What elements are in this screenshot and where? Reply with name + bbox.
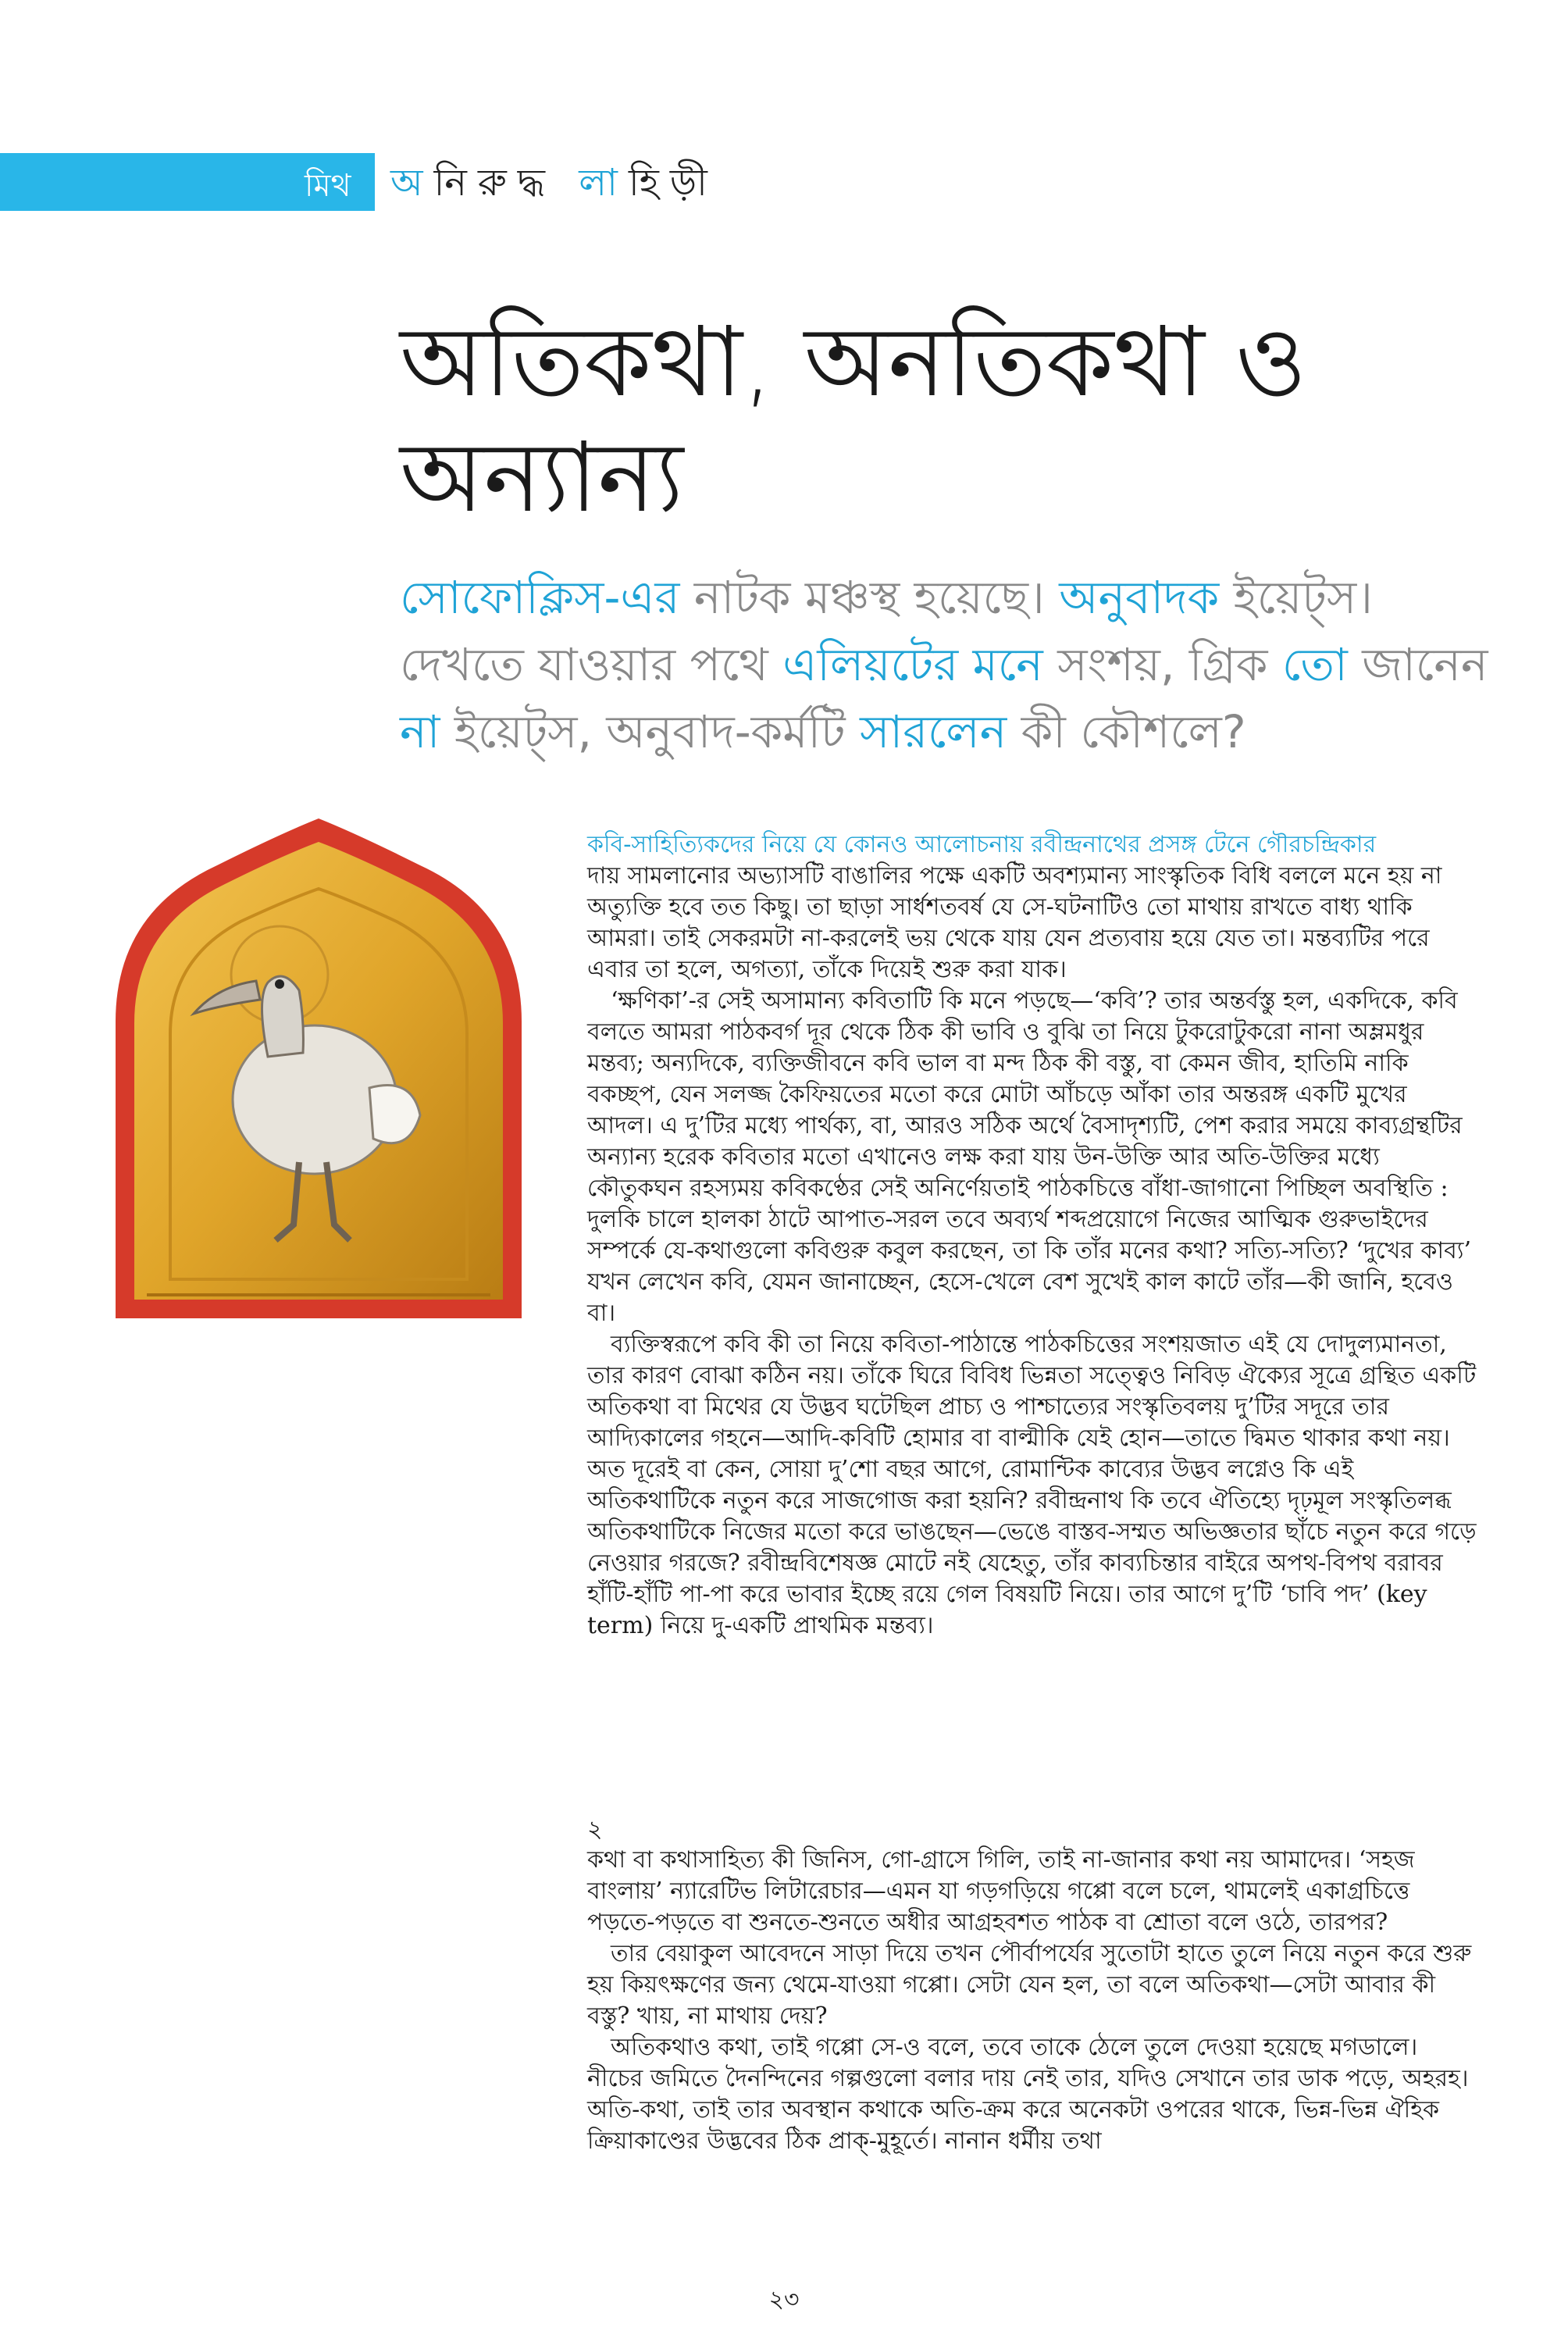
deck-segment: কী কৌশলে? bbox=[1007, 705, 1246, 758]
body-paragraph: অতিকথাও কথা, তাই গপ্পো সে-ও বলে, তবে তাকে ঠেলে তুলে দেওয়া হয়েছে মগডালে। নীচের জমিতে দৈনন্দিনের গল্পগুলো বলার দায় নেই তার, যদিও সেখানে তার ডাক পড়ে, অহরহ। অতি-কথা, তাই তার অবস্থান কথাকে অতি-ক্রম করে অনেকটা ওপরের থাকে, ভিন্ন-ভিন্ন ঐহিক ক্রিয়াকাণ্ডের উদ্ভবের ঠিক প্রাক্‌-মুহূর্তে। নানান ধর্মীয় তথা bbox=[587, 2034, 1469, 2155]
deck-segment: তো bbox=[1281, 638, 1348, 691]
deck-segment: সারলেন bbox=[860, 705, 1007, 758]
deck-segment: সোফোক্লিস-এর bbox=[400, 571, 680, 624]
body-paragraph: ‘ক্ষণিকা’-র সেই অসামান্য কবিতাটি কি মনে পড়ছে—‘কবি’? তার অন্তর্বস্তু হল, একদিকে, কবি বলতে আমরা পাঠকবর্গ দূর থেকে ঠিক কী ভাবি ও বুঝি তা নিয়ে টুকরোটুকরো নানা অম্লমধুর মন্তব্য; অন্যদিকে, ব্যক্তিজীবনে কবি ভাল বা মন্দ ঠিক কী বস্তু, বা কেমন জীব, হাতিমি নাকি বকচ্ছপ, যেন সলজ্জ কৈফিয়তের মতো করে মোটা আঁচড়ে আঁকা তার অন্তরঙ্গ একটি মুখের আদল। এ দু’টির মধ্যে পার্থক্য, বা, আরও সঠিক অর্থে বৈসাদৃশ্যটি, পেশ করার সময়ে কাব্যগ্রন্থটির অন্যান্য হরেক কবিতার মতো এখানেও লক্ষ করা যায় উন-উক্তি আর অতি-উক্তির মধ্যে কৌতুকঘন রহস্যময় কবিকণ্ঠের সেই অনির্ণেয়তাই পাঠকচিত্তে বাঁধা-জাগানো পিচ্ছিল অবস্থিতি : দুলকি চালে হালকা ঠাটে আপাত-সরল তবে অব্যর্থ শব্দপ্রয়োগে নিজের আত্মিক গুরুভাইদের সম্পর্কে যে-কথাগুলো কবিগুরু কবুল করছেন, তা কি তাঁর মনের কথা? সত্যি-সত্যি? ‘দুখের কাব্য’ যখন লেখেন কবি, যেমন জানাচ্ছেন, হেসে-খেলে বেশ সুখেই কাল কাটে তাঁর—কী জানি, হবেও বা। bbox=[587, 987, 1471, 1327]
body-paragraph: দায় সামলানোর অভ্যাসটি বাঙালির পক্ষে একটি অবশ্যমান্য সাংস্কৃতিক বিধি বললে মনে হয় না অত্যুক্তি হবে তত কিছু। তা ছাড়া সার্ধশতবর্ষ যে সে-ঘটনাটিও তো মাথায় রাখতে বাধ্য থাকি আমরা। তাই সেকরমটা না-করলেই ভয় থেকে যায় যেন প্রত্যবায় হয়ে যেত তা। মন্তব্যটির পরে এবার তা হলে, অগত্যা, তাঁকে দিয়েই শুরু করা যাক। bbox=[587, 862, 1442, 983]
section-number: ২ bbox=[587, 1816, 603, 1843]
deck-segment: নাটক মঞ্চস্থ হয়েছে। bbox=[679, 571, 1060, 624]
body-column bbox=[587, 829, 1477, 1642]
body-paragraph: তার বেয়াকুল আবেদনে সাড়া দিয়ে তখন পৌর্বাপর্যের সুতোটা হাতে তুলে নিয়ে নতুন করে শুরু হয় কিয়ৎক্ষণের জন্য থেমে-যাওয়া গপ্পো। সেটা যেন হল, তা বলে অতিকথা—সেটা আবার কী বস্তু? খায়, না মাথায় দেয়? bbox=[587, 1940, 1472, 2030]
article-title: অতিকথা, অনতিকথা ও অন্যান্য bbox=[400, 306, 1307, 534]
author-byline bbox=[390, 155, 718, 216]
author-first-rest: নিরুদ্ধ bbox=[433, 161, 556, 205]
body-lead-line: কবি-সাহিত্যিকদের নিয়ে যে কোনও আলোচনায় রবীন্দ্রনাথের প্রসঙ্গ টেনে গৌরচন্দ্রিকার bbox=[587, 831, 1377, 858]
dodo-icon-illustration bbox=[100, 818, 537, 1334]
deck-segment: সংশয়, গ্রিক bbox=[1042, 638, 1282, 691]
author-last-rest: হিড়ী bbox=[628, 161, 718, 205]
deck-segment: ইয়েট্‌স, অনুবাদ-কর্মটি bbox=[440, 705, 861, 758]
deck-segment: অনুবাদক bbox=[1059, 571, 1220, 624]
deck-segment: জানেন bbox=[1347, 638, 1488, 691]
section-2-column bbox=[587, 1845, 1477, 2157]
deck-segment: না bbox=[400, 705, 440, 758]
section-label: মিথ bbox=[305, 168, 351, 204]
page-number: ২৩ bbox=[768, 2286, 800, 2313]
dodo-painting-icon bbox=[100, 818, 537, 1334]
body-paragraph: ব্যক্তিস্বরূপে কবি কী তা নিয়ে কবিতা-পাঠান্তে পাঠকচিত্তের সংশয়জাত এই যে দোদুল্যমানতা, তার কারণ বোঝা কঠিন নয়। তাঁকে ঘিরে বিবিধ ভিন্নতা সত্ত্বেও নিবিড় ঐক্যের সূত্রে গ্রন্থিত একটি অতিকথা বা মিথের যে উদ্ভব ঘটেছিল প্রাচ্য ও পাশ্চাত্যের সংস্কৃতিবলয় দু’টির সদূরে তার আদ্যিকালের গহনে—আদি-কবিটি হোমার বা বাল্মীকি যেই হোন—তাতে দ্বিমত থাকার কথা নয়। অত দূরেই বা কেন, সোয়া দু’শো বছর আগে, রোমান্টিক কাব্যের উদ্ভব লগ্নেও কি এই অতিকথাটিকে নতুন করে সাজগোজ করা হয়নি? রবীন্দ্রনাথ কি তবে ঐতিহ্যে দৃঢ়মূল সংস্কৃতিলব্ধ অতিকথাটিকে নিজের মতো করে ভাঙছেন—ভেঙে বাস্তব-সম্মত অভিজ্ঞতার ছাঁচে নতুন করে গড়ে নেওয়ার গরজে? রবীন্দ্রবিশেষজ্ঞ মোটে নই যেহেতু, তাঁর কাব্যচিন্তার বাইরে অপথ-বিপথ বরাবর হাঁটি-হাঁটি পা-পা করে ভাবার ইচ্ছে রয়ে গেল বিষয়টি নিয়ে। তার আগে দু’টি ‘চাবি পদ’ (key term) নিয়ে দু-একটি প্রাথমিক মন্তব্য। bbox=[587, 1331, 1477, 1639]
author-last-initial: লা bbox=[579, 161, 629, 205]
article-deck bbox=[400, 564, 1509, 765]
deck-segment: এলিয়টের মনে bbox=[782, 638, 1043, 691]
author-first-initial: অ bbox=[390, 161, 434, 205]
deck-segment: ইয়েট্‌স। দেখতে যাওয়ার পথে bbox=[400, 571, 1373, 691]
body-paragraph: কথা বা কথাসাহিত্য কী জিনিস, গো-গ্রাসে গিলি, তাই না-জানার কথা নয় আমাদের। ‘সহজ বাংলায়’ ন্যারেটিভ লিটারেচার—এমন যা গড়গড়িয়ে গপ্পো বলে চলে, থামলেই একাগ্রচিত্তে পড়তে-পড়তে বা শুনতে-শুনতে অধীর আগ্রহবশত পাঠক বা শ্রোতা বলে ওঠে, তারপর? bbox=[587, 1846, 1415, 1936]
